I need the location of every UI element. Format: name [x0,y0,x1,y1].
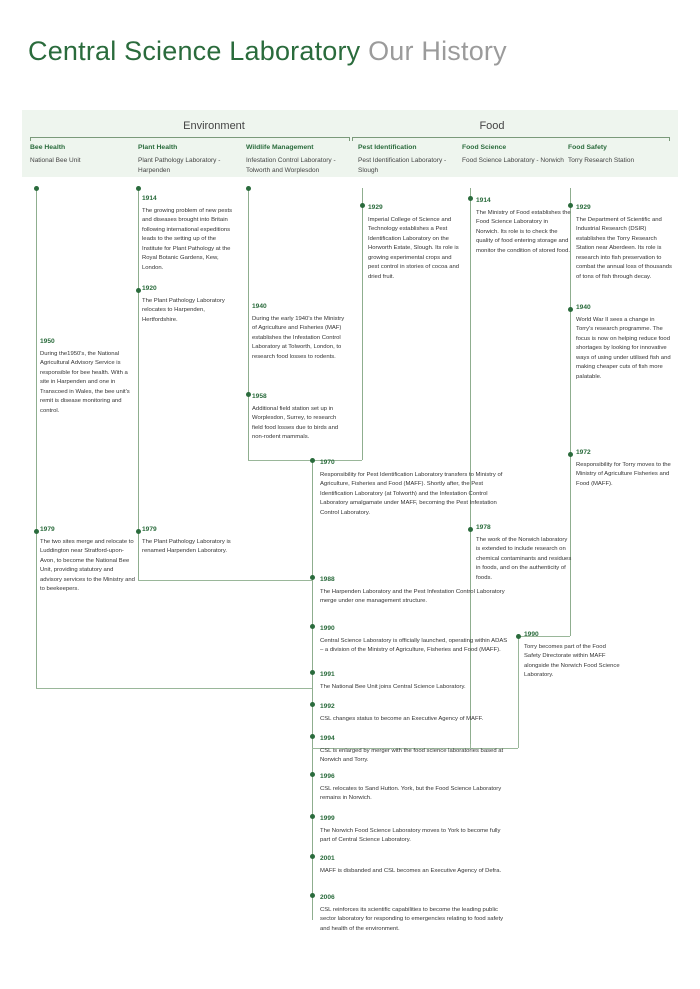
entry-trunk-1996 [320,772,510,804]
entry-year: 1999 [320,815,335,822]
entry-year: 2006 [320,894,335,901]
group-label-environment: Environment [183,120,245,132]
entry-year: 1950 [40,338,55,345]
entry-trunk-1990 [320,624,510,656]
column-header-plant-health [138,143,242,176]
timeline-dot [310,702,315,707]
entry-text: The Harpenden Laboratory and the Pest Infestation Control Laboratory merge under one management structure. [320,588,505,605]
entry-text: CSL reinforces its scientific capabilities to become the leading public sector laboratory for responding to emergencies relating to food safety and health of the environment. [320,906,504,932]
entry-year: 1929 [368,204,383,211]
timeline-dot [468,527,473,532]
timeline-dot [34,529,39,534]
entry-year: 1940 [252,303,267,310]
column-header-wildlife-management [246,143,358,176]
entry-pest-1929 [368,203,464,283]
entry-plant-1979 [142,525,238,557]
entry-year: 1972 [576,449,591,456]
entry-wildlife-1940 [252,302,348,362]
timeline-axis-bee [36,188,37,688]
timeline-dot [136,529,141,534]
entry-text: Torry becomes part of the Food Safety Directorate within MAFF alongside the Norwich Food Science Laboratory. [524,643,620,679]
timeline-dot [310,893,315,898]
column-subtitle: Torry Research Station [568,157,635,165]
entry-year: 1914 [476,197,491,204]
timeline-dot [516,634,521,639]
timeline-dot [360,203,365,208]
entry-text: CSL relocates to Sand Hutton. York, but the Food Science Laboratory remains in Norwich. [320,785,502,802]
column-header-bee-health [30,143,134,166]
entry-wildlife-1958 [252,392,348,443]
entry-text: The National Bee Unit joins Central Science Laboratory. [320,683,466,690]
timeline-dot [310,575,315,580]
entry-trunk-1991 [320,670,510,692]
entry-year: 1979 [40,526,55,533]
entry-year: 1990 [524,631,539,638]
timeline-dot [310,734,315,739]
entry-year: 1991 [320,671,335,678]
entry-text: During the1950's, the National Agricultural Advisory Service is responsible for bee health. With a site in Harpenden and one in Transcoed in Wales, the bee unit's remit is disease monitoring and control. [40,350,130,415]
column-title: Food Safety [568,144,607,151]
entry-plant-1920 [142,284,238,325]
entry-year: 1920 [142,285,157,292]
column-title: Pest Identification [358,144,417,151]
entry-torry-1990 [524,630,620,681]
column-title: Bee Health [30,144,66,151]
entry-text: The Plant Pathology Laboratory relocates to Harpenden, Hertfordshire. [142,297,225,323]
entry-text: The growing problem of new pests and diseases brought into Britain following international expeditions leads to the setting up of the Institute for Plant Pathology at the Royal Botanic Gardens, Kew, London. [142,207,233,272]
page-title-subtitle: Our History [368,36,507,66]
connector-torry-down [518,636,519,748]
column-subtitle: National Bee Unit [30,157,81,165]
entry-trunk-1994 [320,734,510,766]
entry-food-safety-1929 [576,203,672,283]
entry-year: 1988 [320,576,335,583]
entry-year: 2001 [320,855,335,862]
column-title: Food Science [462,144,507,151]
entry-trunk-2006 [320,893,510,934]
entry-text: Additional field station set up in Worplesdon, Surrey, to research field food losses due to birds and non-rodent mammals. [252,405,339,441]
entry-trunk-1988 [320,575,510,607]
timeline-dot [246,186,251,191]
timeline-dot [136,288,141,293]
entry-text: The Ministry of Food establishes the Food Science Laboratory in Norwich. Its role is to check the quality of food entering storage and monitor the condition of stored food. [476,209,571,254]
entry-year: 1958 [252,393,267,400]
timeline-dot [246,392,251,397]
timeline-dot [310,814,315,819]
column-subtitle: Infestation Control Laboratory - Tolworth and Worplesdon [246,157,336,174]
entry-text: Imperial College of Science and Technology establishes a Pest Identification Laboratory on the Horworth Estate, Slough. Its role is growing experimental crops and pest control in stories of cocoa and dried fruit. [368,216,460,281]
timeline-dot [568,452,573,457]
entry-text: Central Science Laboratory is officially launched, operating within ADAS – a division of the Ministry of Agriculture, Fisheries and Food (MAFF). [320,637,508,654]
entry-trunk-1999 [320,814,510,846]
timeline-dot [310,624,315,629]
entry-trunk-1970 [320,458,510,518]
column-title: Plant Health [138,144,178,151]
page-title-brand: Central Science Laboratory [28,36,361,66]
entry-text: Responsibility for Torry moves to the Ministry of Agriculture Fisheries and Food (MAFF). [576,461,671,487]
timeline-dot [136,186,141,191]
entry-text: Responsibility for Pest Identification Laboratory transfers to Ministry of Agriculture, Fisheries and Food (MAFF). Shortly after, the Pest Identification Laboratory (at Tolworth) and the Infestation Control Laboratory amalgamate under MAFF, becoming the Pest Infestation Control Laboratory. [320,471,503,516]
entry-text: During the early 1940's the Ministry of Agriculture and Fisheries (MAF) establishes the Infestation Control Laboratory at Tolworth, London, to research food losses to rodents. [252,315,345,360]
entry-year: 1979 [142,526,157,533]
entry-year: 1996 [320,773,335,780]
entry-year: 1914 [142,195,157,202]
timeline-axis-plant [138,188,139,580]
timeline-dot [568,203,573,208]
entry-text: CSL changes status to become an Executive Agency of MAFF. [320,715,484,722]
timeline-axis-pest [362,188,363,460]
entry-plant-1914 [142,194,238,274]
entry-text: World War II sees a change in Torry's research programme. The focus is now on helping reduce food shortages by looking for innovative ways of using under utilised fish and making cheaper cuts of fish more palatable. [576,316,671,381]
entry-food-science-1914 [476,196,572,256]
timeline-dot [310,670,315,675]
entry-text: CSL is enlarged by merger with the food science laboratories based at Norwich and Torry. [320,747,504,764]
page-title [28,36,507,67]
timeline-dot [468,196,473,201]
entry-text: The Department of Scientific and Industrial Research (DSIR) establishes the Torry Research Station near Aberdeen. Its role is research into fish preservation to combat the annual loss of thousands of tons of fish through decay. [576,216,672,281]
column-subtitle: Pest Identification Laboratory - Slough [358,157,447,174]
category-banner [22,110,678,177]
entry-food-safety-1940 [576,303,672,383]
connector-bee-join [36,688,312,689]
entry-trunk-1992 [320,702,510,724]
column-header-food-science [462,143,566,166]
entry-year: 1970 [320,459,335,466]
entry-year: 1929 [576,204,591,211]
column-subtitle: Plant Pathology Laboratory - Harpenden [138,157,221,174]
entry-bee-1950 [40,337,136,417]
entry-trunk-2001 [320,854,510,876]
group-rule-environment [30,137,350,138]
timeline-dot [34,186,39,191]
timeline-dot [310,458,315,463]
group-rule-food [352,137,670,138]
timeline-axis-wildlife [248,188,249,460]
entry-food-safety-1972 [576,448,672,489]
entry-bee-1979 [40,525,136,595]
group-label-food: Food [479,120,505,132]
column-header-food-safety [568,143,672,166]
column-header-pest-identification [358,143,462,176]
entry-year: 1994 [320,735,335,742]
timeline-axis-trunk [312,460,313,920]
entry-text: MAFF is disbanded and CSL becomes an Executive Agency of Defra. [320,867,502,874]
column-title: Wildlife Management [246,144,314,151]
connector-plant-join [138,580,312,581]
entry-text: The two sites merge and relocate to Luddington near Stratford-upon-Avon, to become the National Bee Unit, providing statutory and advisory services to the Ministry and to beekeepers. [40,538,135,593]
entry-text: The work of the Norwich laboratory is extended to include research on chemical contaminants and residues in foods, and on the authenticity of foods. [476,536,572,581]
column-subtitle: Food Science Laboratory - Norwich [462,157,564,165]
entry-text: The Norwich Food Science Laboratory moves to York to become fully part of Central Science Laboratory. [320,827,501,844]
entry-year: 1990 [320,625,335,632]
timeline-dot [568,307,573,312]
entry-text: The Plant Pathology Laboratory is renamed Harpenden Laboratory. [142,538,231,555]
timeline-dot [310,772,315,777]
entry-year: 1978 [476,524,491,531]
entry-year: 1992 [320,703,335,710]
timeline-dot [310,854,315,859]
entry-year: 1940 [576,304,591,311]
